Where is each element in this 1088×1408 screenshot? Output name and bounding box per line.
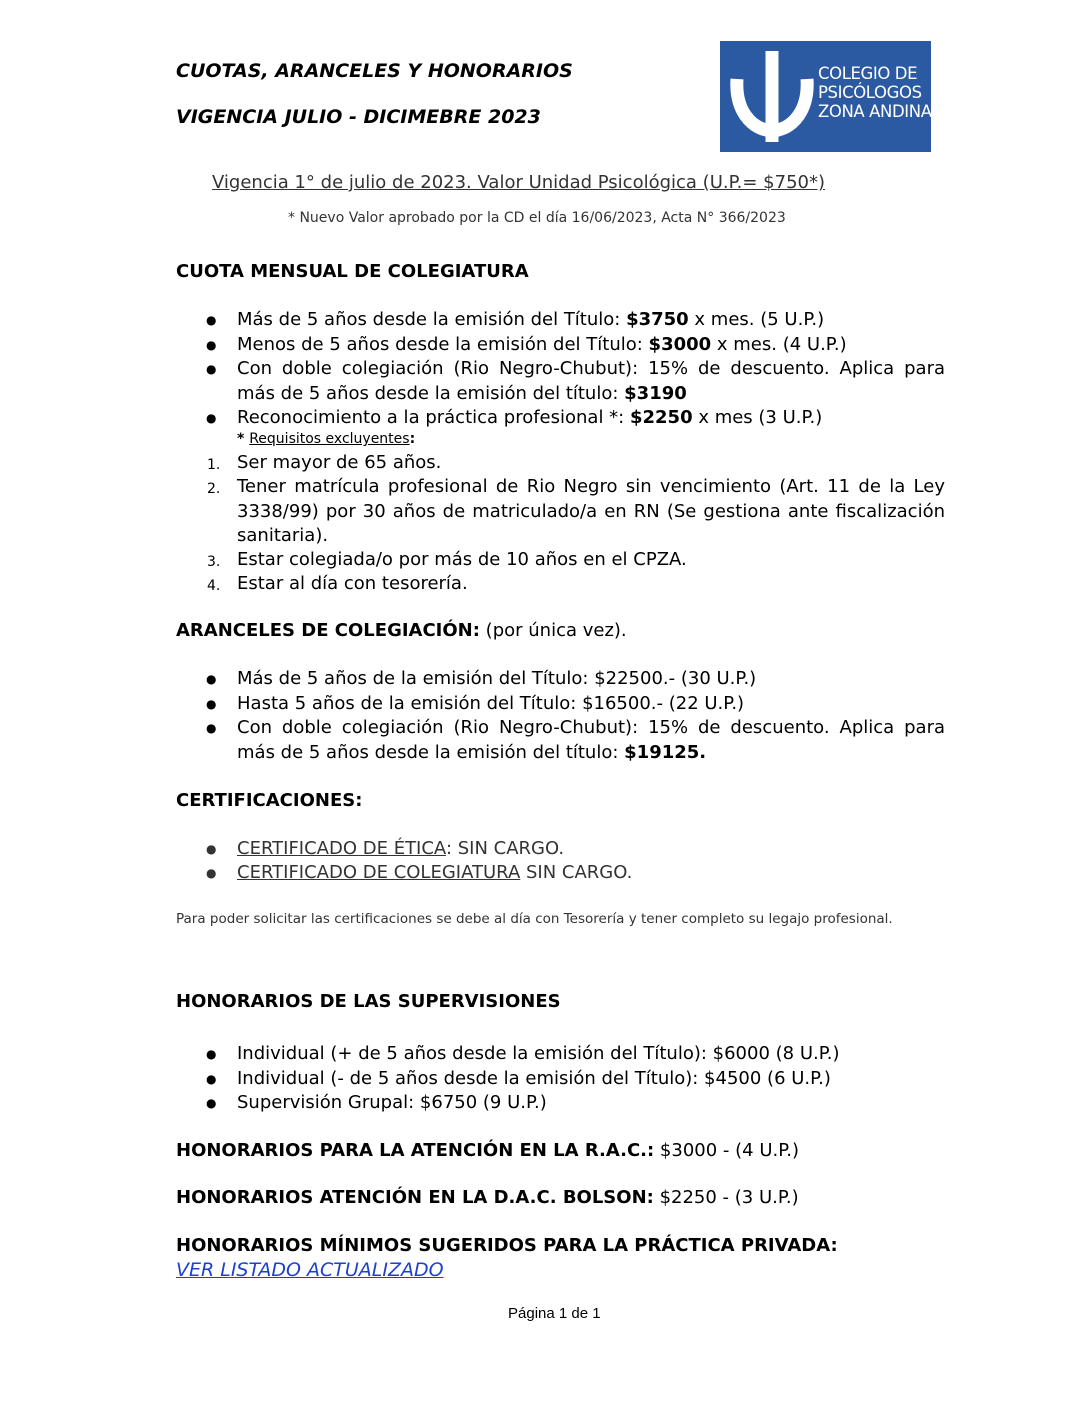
section-heading-certificaciones: CERTIFICACIONES: <box>176 790 363 811</box>
list-item: ● Más de 5 años desde la emisión del Título: $3750 x mes. (5 U.P.) <box>237 308 945 333</box>
requirement-item: 3. Estar colegiada/o por más de 10 años en el CPZA. <box>207 549 687 570</box>
ver-listado-link[interactable]: VER LISTADO ACTUALIZADO <box>176 1259 444 1281</box>
requirements-label: * Requisitos excluyentes: <box>237 431 416 447</box>
page-number: Página 1 de 1 <box>508 1305 601 1322</box>
list-item: ● Individual (- de 5 años desde la emisión del Título): $4500 (6 U.P.) <box>237 1067 945 1092</box>
certificado-etica-link[interactable]: CERTIFICADO DE ÉTICA <box>237 838 446 859</box>
vigencia-note: * Nuevo Valor aprobado por la CD el día 16/06/2023, Acta N° 366/2023 <box>288 210 786 226</box>
section-heading-dac: HONORARIOS ATENCIÓN EN LA D.A.C. BOLSON: $2250 - (3 U.P.) <box>176 1187 799 1208</box>
bullet-icon: ● <box>206 721 217 735</box>
requirement-item: 2. Tener matrícula profesional de Rio Negro sin vencimiento (Art. 11 de la Ley 3338/99) por 30 años de matriculado/a en RN (Se gestiona ante fiscalización sanitaria). <box>207 476 945 546</box>
logo <box>720 41 931 152</box>
bullet-icon: ● <box>206 1096 217 1110</box>
section-heading-cuota: CUOTA MENSUAL DE COLEGIATURA <box>176 261 529 282</box>
list-item: ● CERTIFICADO DE ÉTICA: SIN CARGO. <box>237 837 945 862</box>
section-heading-supervisiones: HONORARIOS DE LAS SUPERVISIONES <box>176 991 561 1012</box>
logo-text: COLEGIO DE PSICÓLOGOS ZONA ANDINA <box>818 64 932 121</box>
bullet-icon: ● <box>206 411 217 425</box>
section-heading-aranceles: ARANCELES DE COLEGIACIÓN: (por única vez). <box>176 620 627 641</box>
bullet-icon: ● <box>206 313 217 327</box>
list-item: ● CERTIFICADO DE COLEGIATURA SIN CARGO. <box>237 861 945 886</box>
list-item: ● Con doble colegiación (Rio Negro-Chubut): 15% de descuento. Aplica para más de 5 años desde la emisión del título: $3190 <box>206 358 945 404</box>
document-title: CUOTAS, ARANCELES Y HONORARIOS <box>176 60 573 82</box>
list-item: ● Individual (+ de 5 años desde la emisión del Título): $6000 (8 U.P.) <box>237 1042 945 1067</box>
list-item: ● Reconocimiento a la práctica profesional *: $2250 x mes (3 U.P.) <box>237 406 945 431</box>
bullet-icon: ● <box>206 362 217 376</box>
list-item: ● Hasta 5 años de la emisión del Título: $16500.- (22 U.P.) <box>237 692 945 717</box>
document-subtitle: VIGENCIA JULIO - DICIMEBRE 2023 <box>176 106 541 128</box>
bullet-icon: ● <box>206 866 217 880</box>
certificado-colegiatura-link[interactable]: CERTIFICADO DE COLEGIATURA <box>237 862 521 883</box>
list-item: ● Con doble colegiación (Rio Negro-Chubut): 15% de descuento. Aplica para más de 5 años desde la emisión del título: $19125. <box>206 717 945 763</box>
certificaciones-note: Para poder solicitar las certificaciones se debe al día con Tesorería y tener completo su legajo profesional. <box>176 911 893 927</box>
bullet-icon: ● <box>206 1072 217 1086</box>
requirement-item: 4. Estar al día con tesorería. <box>207 573 468 594</box>
bullet-icon: ● <box>206 842 217 856</box>
list-item: ● Más de 5 años de la emisión del Título: $22500.- (30 U.P.) <box>237 667 945 692</box>
requirement-item: 1. Ser mayor de 65 años. <box>207 452 442 473</box>
vigencia-line: Vigencia 1° de julio de 2023. Valor Unidad Psicológica (U.P.= $750*) <box>212 172 826 193</box>
section-heading-minimos: HONORARIOS MÍNIMOS SUGERIDOS PARA LA PRÁCTICA PRIVADA: <box>176 1235 838 1256</box>
bullet-icon: ● <box>206 672 217 686</box>
list-item: ● Menos de 5 años desde la emisión del Título: $3000 x mes. (4 U.P.) <box>237 333 945 358</box>
bullet-icon: ● <box>206 1047 217 1061</box>
section-heading-rac: HONORARIOS PARA LA ATENCIÓN EN LA R.A.C.: $3000 - (4 U.P.) <box>176 1140 800 1161</box>
bullet-icon: ● <box>206 338 217 352</box>
list-item: ● Supervisión Grupal: $6750 (9 U.P.) <box>237 1091 945 1116</box>
bullet-icon: ● <box>206 697 217 711</box>
